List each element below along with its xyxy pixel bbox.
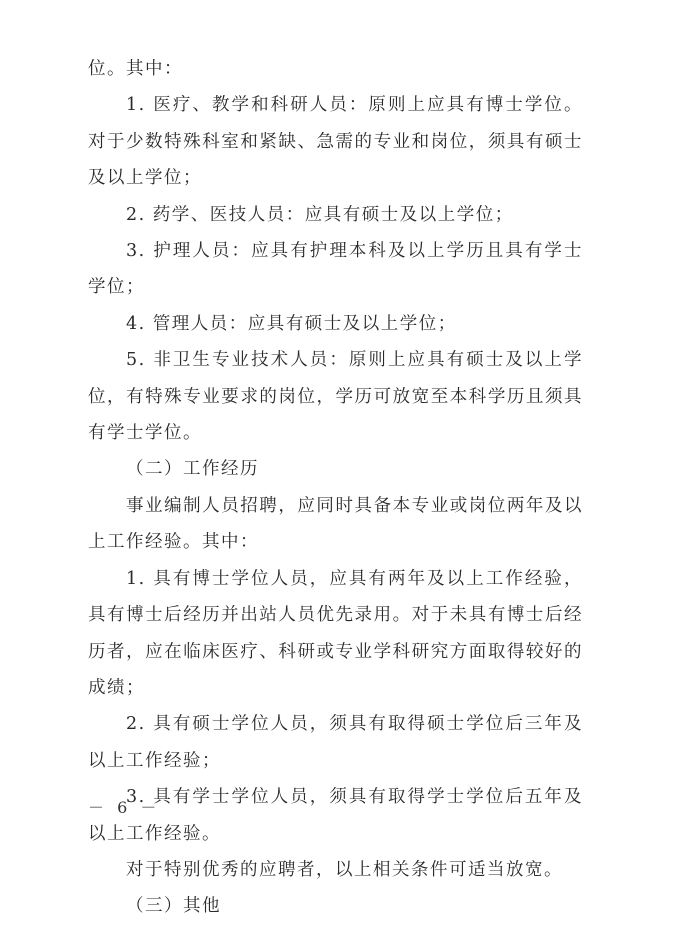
page-number: － 6 － (88, 798, 161, 817)
paragraph: 4. 管理人员：应具有硕士及以上学位； (126, 313, 457, 334)
paragraph: 1. 具有博士学位人员，应具有两年及以上工作经验，具有博士后经历并出站人员优先录用。对于未具有博士后经历者，应在临床医疗、科研或专业学科研究方面取得较好的成绩； (88, 568, 583, 698)
paragraph: 2. 药学、医技人员：应具有硕士及以上学位； (126, 204, 514, 225)
paragraph: 3. 具有学士学位人员，须具有取得学士学位后五年及以上工作经验。 (88, 787, 583, 844)
paragraph: 对于特别优秀的应聘者，以上相关条件可适当放宽。 (126, 859, 563, 880)
paragraph: 5. 非卫生专业技术人员：原则上应具有硕士及以上学位，有特殊专业要求的岗位，学历可放宽至本科学历且须具有学士学位。 (88, 350, 583, 444)
section-heading: （三）其他 (126, 896, 221, 917)
paragraph: 2. 具有硕士学位人员，须具有取得硕士学位后三年及以上工作经验； (88, 714, 583, 771)
paragraph: 3. 护理人员：应具有护理本科及以上学历且具有学士学位； (88, 241, 583, 298)
paragraph: 1. 医疗、教学和科研人员：原则上应具有博士学位。对于少数特殊科室和紧缺、急需的专业和岗位，须具有硕士及以上学位； (88, 95, 583, 189)
paragraph: 事业编制人员招聘，应同时具备本专业或岗位两年及以上工作经验。其中： (88, 495, 583, 553)
paragraph: 位。其中： (88, 59, 183, 79)
section-heading: （二）工作经历 (126, 459, 259, 480)
